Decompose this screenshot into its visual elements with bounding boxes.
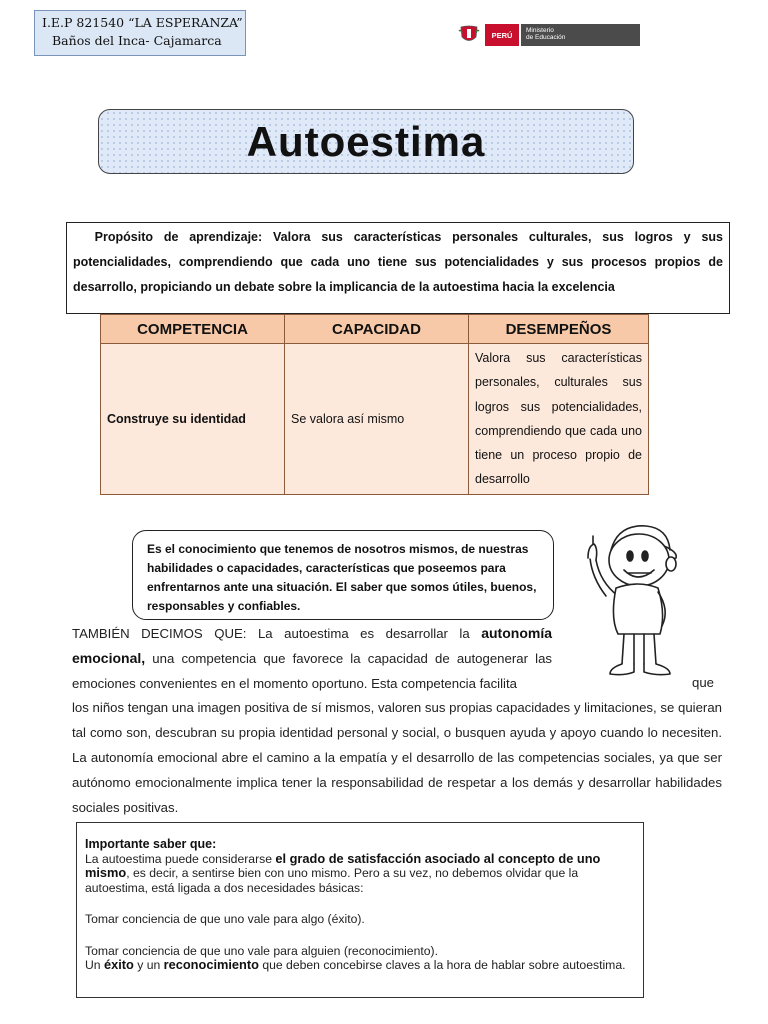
purpose-box xyxy=(66,222,730,314)
body-highlight: autonomía emocional, xyxy=(72,625,552,666)
title-banner xyxy=(98,109,634,174)
table-header-row xyxy=(101,315,649,344)
school-name: I.E.P 821540 “LA ESPERANZA” xyxy=(42,15,243,30)
body-intro-end: una competencia que favorece la capacidad de autogenerar las emociones convenientes en el momento oportuno. Esta competencia facilita xyxy=(72,651,552,691)
cell-capacidad: Se valora así mismo xyxy=(285,344,469,495)
conclusion-bold-reconocimiento: reconocimiento xyxy=(163,957,259,972)
definition-bubble xyxy=(132,530,554,620)
header-competencia: COMPETENCIA xyxy=(101,315,285,344)
header-capacidad: CAPACIDAD xyxy=(285,315,469,344)
thinking-child-illustration xyxy=(566,518,686,678)
important-intro xyxy=(85,852,635,896)
cell-competencia: Construye su identidad xyxy=(101,344,285,495)
purpose-label: Propósito de aprendizaje: xyxy=(94,230,263,244)
conclusion-end: que deben concebirse claves a la hora de hablar sobre autoestima. xyxy=(258,958,626,972)
school-info-box xyxy=(34,10,246,56)
conclusion-start: Un xyxy=(85,958,104,972)
conclusion-mid: y un xyxy=(133,958,164,972)
coat-of-arms-icon xyxy=(455,24,483,46)
page-title: Autoestima xyxy=(246,117,486,165)
school-location: Baños del Inca- Cajamarca xyxy=(52,33,222,48)
table-row xyxy=(101,344,649,495)
important-note-box xyxy=(76,822,644,998)
important-intro-start: La autoestima puede considerarse xyxy=(85,851,276,866)
body-paragraph-main xyxy=(72,670,722,820)
conclusion-bold-exito: éxito xyxy=(103,957,134,972)
logo-ministry-line1: Ministerio xyxy=(526,27,554,34)
definition-text: Es el conocimiento que tenemos de nosotros mismos, de nuestras habilidades o capacidades, características que poseemos para enfrentarnos ante una situación. El saber que somos útiles, buenos, responsables y confiables. xyxy=(147,542,537,613)
important-intro-end: , es decir, a sentirse bien con uno mismo. Pero a su vez, no debemos olvidar que la autoestima, está ligada a dos necesidades básicas: xyxy=(85,866,579,895)
purpose-text: Valora sus características personales culturales, sus logros y sus potencialidades, comprendiendo que cada uno tiene sus potencialidades y sus procesos propios de desarrollo, propiciando un debate sobre la implicancia de la autoestima hacia la excelencia xyxy=(73,230,723,294)
logo-ministry-line2: de Educación xyxy=(526,34,566,41)
need-item-1: Tomar conciencia de que uno vale para algo (éxito). xyxy=(85,912,365,926)
important-intro-bold: el grado de satisfacción asociado al concepto de uno mismo xyxy=(85,850,601,880)
logo-country: PERÚ xyxy=(485,24,519,46)
important-heading: Importante saber que: xyxy=(85,837,217,851)
important-conclusion xyxy=(85,958,635,973)
header-desempenos: DESEMPEÑOS xyxy=(469,315,649,344)
need-item-2: Tomar conciencia de que uno vale para alguien (reconocimiento). xyxy=(85,943,438,958)
body-intro-text: TAMBIÉN DECIMOS QUE: La autoestima es desarrollar la xyxy=(72,626,482,641)
body-main-text: que los niños tengan una imagen positiva de sí mismos, valoren sus propias capacidades y limitaciones, se quieran tal como son, descubran su propia identidad personal y social, o busquen ayuda y apoyo cuando lo necesiten. La autonomía emocional abre el camino a la empatía y el desarrollo de las competencias sociales, ya que ser autónomo emocionalmente implica tener la responsabilidad de respetar a los demás y desarrollar habilidades sociales positivas. xyxy=(72,675,722,815)
ministry-logo xyxy=(455,24,640,46)
logo-ministry xyxy=(521,24,640,46)
cell-desempenos: Valora sus características personales, culturales sus logros sus potencialidades, comprendiendo que cada uno tiene un proceso propio de desarrollo xyxy=(469,344,649,495)
competency-table xyxy=(100,314,649,495)
